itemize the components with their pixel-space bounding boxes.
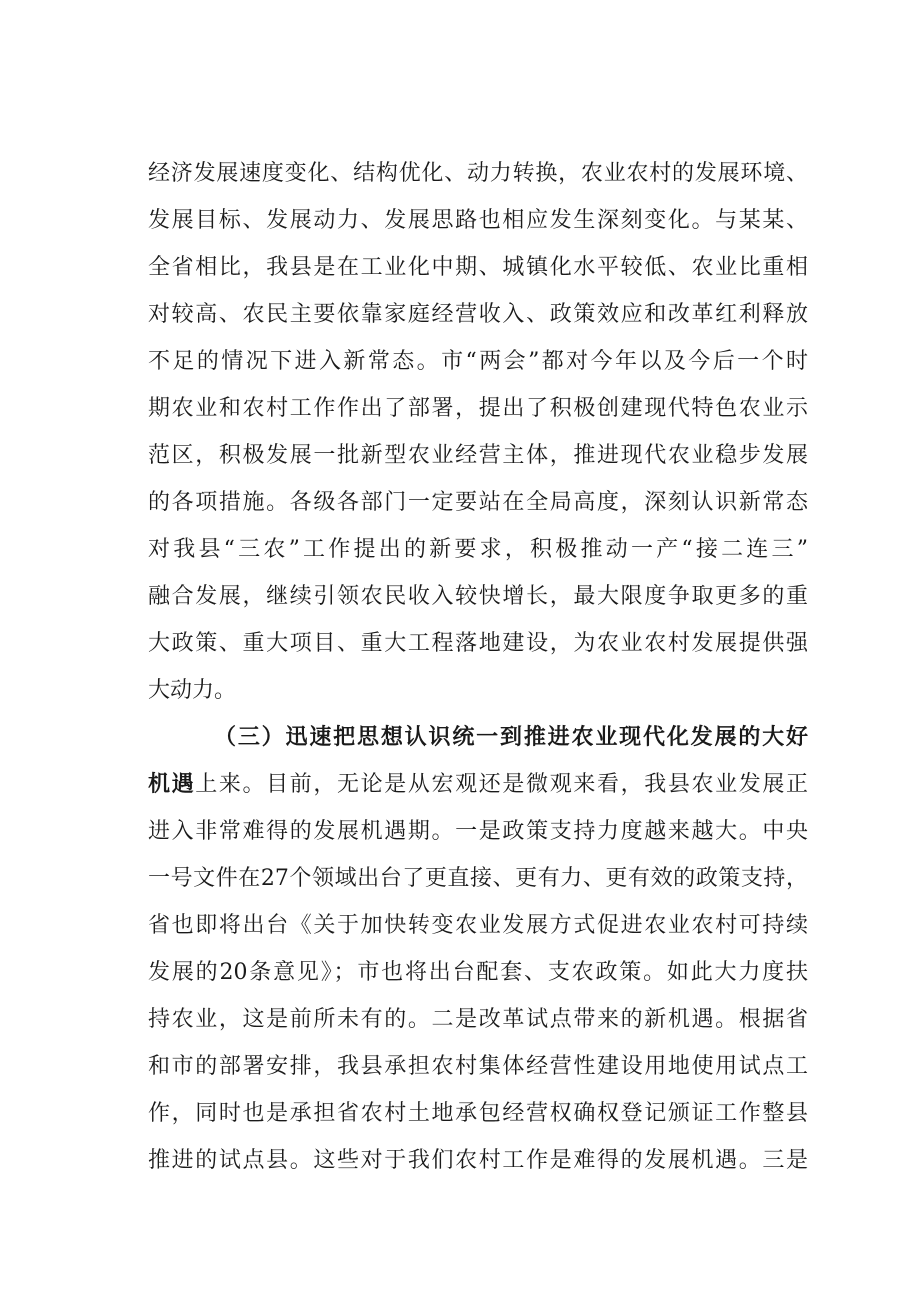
text-line <box>148 761 808 808</box>
document-body <box>148 150 808 1184</box>
text-line: 省也即将出台《关于加快转变农业发展方式促进农业农村可持续 <box>148 913 808 938</box>
text-line: 发展的20条意见》；市也将出台配套、支农政策。如此大力度扶 <box>148 960 808 985</box>
text-line: 推进的试点县。这些对于我们农村工作是难得的发展机遇。三是 <box>148 1148 808 1173</box>
paragraph-context <box>148 150 808 714</box>
section-heading: （三）迅速把思想认识统一到推进农业现代化发展的大好 <box>214 724 808 750</box>
text-line: 持农业，这是前所未有的。二是改革试点带来的新机遇。根据省 <box>148 1007 808 1032</box>
text-line: 对我县“三农”工作提出的新要求，积极推动一产“接二连三” <box>148 537 808 562</box>
text-line: 一号文件在27个领域出台了更直接、更有力、更有效的政策支持， <box>148 866 808 891</box>
text-line: 的各项措施。各级各部门一定要站在全局高度，深刻认识新常态 <box>148 490 808 515</box>
text-line: 不足的情况下进入新常态。市“两会”都对今年以及今后一个时 <box>148 349 808 374</box>
paragraph-opportunities <box>148 714 808 1184</box>
text-line: 和市的部署安排，我县承担农村集体经营性建设用地使用试点工 <box>148 1054 808 1079</box>
text-line: 发展目标、发展动力、发展思路也相应发生深刻变化。与某某、 <box>148 208 808 233</box>
text-line: 对较高、农民主要依靠家庭经营收入、政策效应和改革红利释放 <box>148 302 808 327</box>
text-line: 范区，积极发展一批新型农业经营主体，推进现代农业稳步发展 <box>148 443 808 468</box>
text-line: 大动力。 <box>148 678 237 703</box>
text-line: 融合发展，继续引领农民收入较快增长，最大限度争取更多的重 <box>148 584 808 609</box>
text-line: 全省相比，我县是在工业化中期、城镇化水平较低、农业比重相 <box>148 255 808 280</box>
section-heading-end: 机遇 <box>148 771 196 797</box>
text-run: 上来。目前，无论是从宏观还是微观来看，我县农业发展正 <box>195 772 808 797</box>
text-line: 大政策、重大项目、重大工程落地建设，为农业农村发展提供强 <box>148 631 808 656</box>
text-line: 作，同时也是承担省农村土地承包经营权确权登记颁证工作整县 <box>148 1101 808 1126</box>
text-line: 期农业和农村工作作出了部署，提出了积极创建现代特色农业示 <box>148 396 808 421</box>
text-line: 进入非常难得的发展机遇期。一是政策支持力度越来越大。中央 <box>148 819 808 844</box>
text-line: 经济发展速度变化、结构优化、动力转换，农业农村的发展环境、 <box>148 161 808 186</box>
